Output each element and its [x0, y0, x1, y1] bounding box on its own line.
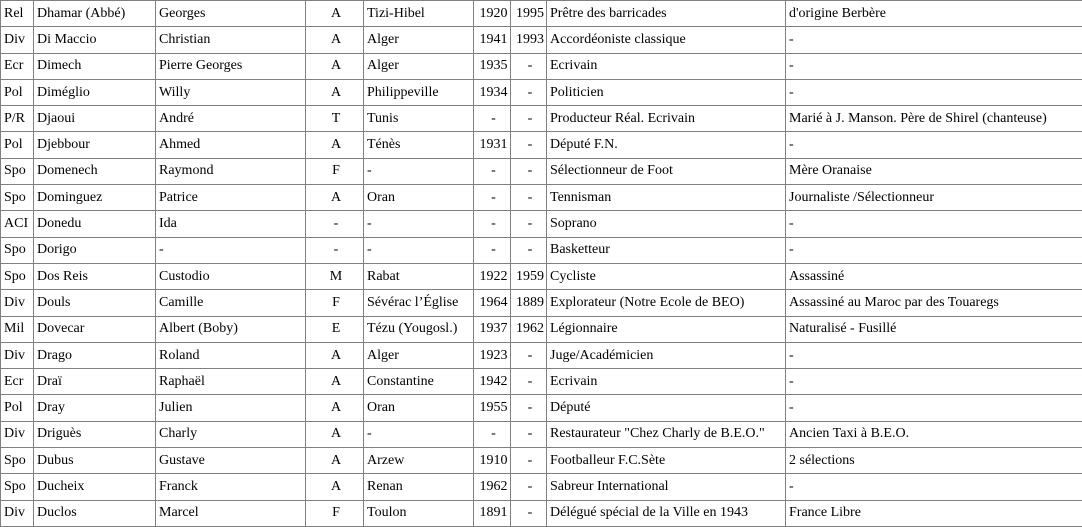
- birthplace-cell: Arzew: [364, 448, 474, 474]
- first-name-cell: Raymond: [156, 158, 306, 184]
- occupation-cell: Prêtre des barricades: [547, 1, 786, 27]
- note-cell: -: [786, 79, 1082, 105]
- birthplace-cell: Ténès: [364, 132, 474, 158]
- category-cell: Pol: [1, 79, 34, 105]
- code-cell: A: [306, 474, 364, 500]
- occupation-cell: Sabreur International: [547, 474, 786, 500]
- category-cell: Spo: [1, 263, 34, 289]
- birth-year-cell: 1910: [474, 448, 511, 474]
- table-row: [1, 474, 1082, 500]
- occupation-cell: Soprano: [547, 211, 786, 237]
- category-cell: Spo: [1, 474, 34, 500]
- note-cell: Assassiné: [786, 263, 1082, 289]
- table-row: [1, 185, 1082, 211]
- first-name-cell: Ahmed: [156, 132, 306, 158]
- table-row: [1, 211, 1082, 237]
- table-row: [1, 395, 1082, 421]
- note-cell: Mère Oranaise: [786, 158, 1082, 184]
- note-cell: Marié à J. Manson. Père de Shirel (chanteuse): [786, 106, 1082, 132]
- category-cell: Pol: [1, 395, 34, 421]
- code-cell: -: [306, 237, 364, 263]
- table-body: [1, 1, 1082, 527]
- surname-cell: Duclos: [34, 500, 156, 526]
- occupation-cell: Ecrivain: [547, 53, 786, 79]
- table-row: [1, 27, 1082, 53]
- occupation-cell: Député F.N.: [547, 132, 786, 158]
- surname-cell: Djebbour: [34, 132, 156, 158]
- table-row: [1, 342, 1082, 368]
- birth-year-cell: -: [474, 211, 511, 237]
- code-cell: A: [306, 342, 364, 368]
- table-row: [1, 106, 1082, 132]
- code-cell: F: [306, 500, 364, 526]
- code-cell: -: [306, 211, 364, 237]
- birth-year-cell: 1923: [474, 342, 511, 368]
- code-cell: A: [306, 53, 364, 79]
- table-row: [1, 448, 1082, 474]
- first-name-cell: Ida: [156, 211, 306, 237]
- code-cell: A: [306, 132, 364, 158]
- birthplace-cell: Oran: [364, 185, 474, 211]
- birth-year-cell: 1941: [474, 27, 511, 53]
- death-year-cell: -: [511, 237, 547, 263]
- occupation-cell: Député: [547, 395, 786, 421]
- note-cell: -: [786, 237, 1082, 263]
- first-name-cell: Franck: [156, 474, 306, 500]
- first-name-cell: Gustave: [156, 448, 306, 474]
- surname-cell: Di Maccio: [34, 27, 156, 53]
- occupation-cell: Légionnaire: [547, 316, 786, 342]
- death-year-cell: -: [511, 211, 547, 237]
- category-cell: Rel: [1, 1, 34, 27]
- birthplace-cell: Alger: [364, 53, 474, 79]
- first-name-cell: Charly: [156, 421, 306, 447]
- category-cell: ACI: [1, 211, 34, 237]
- death-year-cell: 1993: [511, 27, 547, 53]
- first-name-cell: Christian: [156, 27, 306, 53]
- birthplace-cell: Tizi-Hibel: [364, 1, 474, 27]
- surname-cell: Dovecar: [34, 316, 156, 342]
- surname-cell: Donedu: [34, 211, 156, 237]
- surname-cell: Ducheix: [34, 474, 156, 500]
- birthplace-cell: Toulon: [364, 500, 474, 526]
- death-year-cell: -: [511, 185, 547, 211]
- occupation-cell: Politicien: [547, 79, 786, 105]
- birthplace-cell: Alger: [364, 342, 474, 368]
- birthplace-cell: Oran: [364, 395, 474, 421]
- note-cell: France Libre: [786, 500, 1082, 526]
- occupation-cell: Basketteur: [547, 237, 786, 263]
- table-row: [1, 237, 1082, 263]
- first-name-cell: Georges: [156, 1, 306, 27]
- death-year-cell: 1889: [511, 290, 547, 316]
- birthplace-cell: Renan: [364, 474, 474, 500]
- code-cell: F: [306, 290, 364, 316]
- birth-year-cell: -: [474, 106, 511, 132]
- death-year-cell: -: [511, 395, 547, 421]
- first-name-cell: Raphaël: [156, 369, 306, 395]
- code-cell: A: [306, 421, 364, 447]
- death-year-cell: -: [511, 79, 547, 105]
- table-row: [1, 1, 1082, 27]
- birthplace-cell: Sévérac l’Église: [364, 290, 474, 316]
- occupation-cell: Délégué spécial de la Ville en 1943: [547, 500, 786, 526]
- birth-year-cell: 1920: [474, 1, 511, 27]
- category-cell: Spo: [1, 158, 34, 184]
- note-cell: -: [786, 474, 1082, 500]
- category-cell: Spo: [1, 185, 34, 211]
- birth-year-cell: -: [474, 421, 511, 447]
- first-name-cell: Patrice: [156, 185, 306, 211]
- occupation-cell: Juge/Académicien: [547, 342, 786, 368]
- note-cell: Naturalisé - Fusillé: [786, 316, 1082, 342]
- table-row: [1, 316, 1082, 342]
- code-cell: A: [306, 27, 364, 53]
- birthplace-cell: Tunis: [364, 106, 474, 132]
- surname-cell: Dos Reis: [34, 263, 156, 289]
- surname-cell: Dhamar (Abbé): [34, 1, 156, 27]
- note-cell: Assassiné au Maroc par des Touaregs: [786, 290, 1082, 316]
- occupation-cell: Ecrivain: [547, 369, 786, 395]
- category-cell: Div: [1, 290, 34, 316]
- first-name-cell: Willy: [156, 79, 306, 105]
- surname-cell: Dubus: [34, 448, 156, 474]
- surname-cell: Domenech: [34, 158, 156, 184]
- table-row: [1, 263, 1082, 289]
- birthplace-cell: Rabat: [364, 263, 474, 289]
- birthplace-cell: -: [364, 421, 474, 447]
- note-cell: -: [786, 395, 1082, 421]
- note-cell: d'origine Berbère: [786, 1, 1082, 27]
- surname-cell: Douls: [34, 290, 156, 316]
- table-row: [1, 158, 1082, 184]
- first-name-cell: Roland: [156, 342, 306, 368]
- birthplace-cell: Philippeville: [364, 79, 474, 105]
- birthplace-cell: -: [364, 211, 474, 237]
- occupation-cell: Sélectionneur de Foot: [547, 158, 786, 184]
- first-name-cell: André: [156, 106, 306, 132]
- occupation-cell: Cycliste: [547, 263, 786, 289]
- category-cell: Div: [1, 421, 34, 447]
- death-year-cell: -: [511, 342, 547, 368]
- occupation-cell: Restaurateur "Chez Charly de B.E.O.": [547, 421, 786, 447]
- table-row: [1, 79, 1082, 105]
- note-cell: -: [786, 369, 1082, 395]
- surname-cell: Draï: [34, 369, 156, 395]
- surname-cell: Dominguez: [34, 185, 156, 211]
- note-cell: Journaliste /Sélectionneur: [786, 185, 1082, 211]
- note-cell: -: [786, 211, 1082, 237]
- category-cell: Spo: [1, 237, 34, 263]
- occupation-cell: Accordéoniste classique: [547, 27, 786, 53]
- category-cell: Mil: [1, 316, 34, 342]
- category-cell: Ecr: [1, 53, 34, 79]
- birth-year-cell: 1935: [474, 53, 511, 79]
- table-row: [1, 369, 1082, 395]
- code-cell: E: [306, 316, 364, 342]
- note-cell: -: [786, 27, 1082, 53]
- birth-year-cell: -: [474, 237, 511, 263]
- death-year-cell: 1995: [511, 1, 547, 27]
- occupation-cell: Producteur Réal. Ecrivain: [547, 106, 786, 132]
- birthplace-cell: Alger: [364, 27, 474, 53]
- birth-year-cell: 1934: [474, 79, 511, 105]
- surname-cell: Drago: [34, 342, 156, 368]
- note-cell: -: [786, 342, 1082, 368]
- code-cell: A: [306, 185, 364, 211]
- birthplace-cell: Constantine: [364, 369, 474, 395]
- death-year-cell: -: [511, 158, 547, 184]
- category-cell: Spo: [1, 448, 34, 474]
- birth-year-cell: 1937: [474, 316, 511, 342]
- code-cell: A: [306, 395, 364, 421]
- note-cell: 2 sélections: [786, 448, 1082, 474]
- code-cell: T: [306, 106, 364, 132]
- category-cell: Div: [1, 500, 34, 526]
- first-name-cell: Pierre Georges: [156, 53, 306, 79]
- first-name-cell: Julien: [156, 395, 306, 421]
- birth-year-cell: 1931: [474, 132, 511, 158]
- code-cell: A: [306, 448, 364, 474]
- birth-year-cell: -: [474, 158, 511, 184]
- death-year-cell: -: [511, 421, 547, 447]
- note-cell: Ancien Taxi à B.E.O.: [786, 421, 1082, 447]
- table-row: [1, 421, 1082, 447]
- birthplace-cell: -: [364, 237, 474, 263]
- code-cell: A: [306, 79, 364, 105]
- surname-cell: Dray: [34, 395, 156, 421]
- occupation-cell: Footballeur F.C.Sète: [547, 448, 786, 474]
- birth-year-cell: 1964: [474, 290, 511, 316]
- first-name-cell: Camille: [156, 290, 306, 316]
- birth-year-cell: -: [474, 185, 511, 211]
- death-year-cell: 1959: [511, 263, 547, 289]
- death-year-cell: -: [511, 448, 547, 474]
- birth-year-cell: 1942: [474, 369, 511, 395]
- table-row: [1, 290, 1082, 316]
- death-year-cell: -: [511, 53, 547, 79]
- occupation-cell: Tennisman: [547, 185, 786, 211]
- category-cell: P/R: [1, 106, 34, 132]
- code-cell: F: [306, 158, 364, 184]
- first-name-cell: -: [156, 237, 306, 263]
- birth-year-cell: 1955: [474, 395, 511, 421]
- code-cell: A: [306, 1, 364, 27]
- death-year-cell: -: [511, 369, 547, 395]
- category-cell: Pol: [1, 132, 34, 158]
- death-year-cell: 1962: [511, 316, 547, 342]
- note-cell: -: [786, 53, 1082, 79]
- birthplace-cell: Tézu (Yougosl.): [364, 316, 474, 342]
- death-year-cell: -: [511, 474, 547, 500]
- birth-year-cell: 1891: [474, 500, 511, 526]
- first-name-cell: Marcel: [156, 500, 306, 526]
- birth-year-cell: 1962: [474, 474, 511, 500]
- death-year-cell: -: [511, 132, 547, 158]
- death-year-cell: -: [511, 106, 547, 132]
- category-cell: Ecr: [1, 369, 34, 395]
- occupation-cell: Explorateur (Notre Ecole de BEO): [547, 290, 786, 316]
- first-name-cell: Albert (Boby): [156, 316, 306, 342]
- surname-cell: Djaoui: [34, 106, 156, 132]
- surname-cell: Diméglio: [34, 79, 156, 105]
- table-row: [1, 132, 1082, 158]
- surname-cell: Dimech: [34, 53, 156, 79]
- category-cell: Div: [1, 27, 34, 53]
- table-row: [1, 500, 1082, 526]
- surname-cell: Driguès: [34, 421, 156, 447]
- code-cell: A: [306, 369, 364, 395]
- birthplace-cell: -: [364, 158, 474, 184]
- birth-year-cell: 1922: [474, 263, 511, 289]
- first-name-cell: Custodio: [156, 263, 306, 289]
- death-year-cell: -: [511, 500, 547, 526]
- category-cell: Div: [1, 342, 34, 368]
- surname-cell: Dorigo: [34, 237, 156, 263]
- code-cell: M: [306, 263, 364, 289]
- table-row: [1, 53, 1082, 79]
- note-cell: -: [786, 132, 1082, 158]
